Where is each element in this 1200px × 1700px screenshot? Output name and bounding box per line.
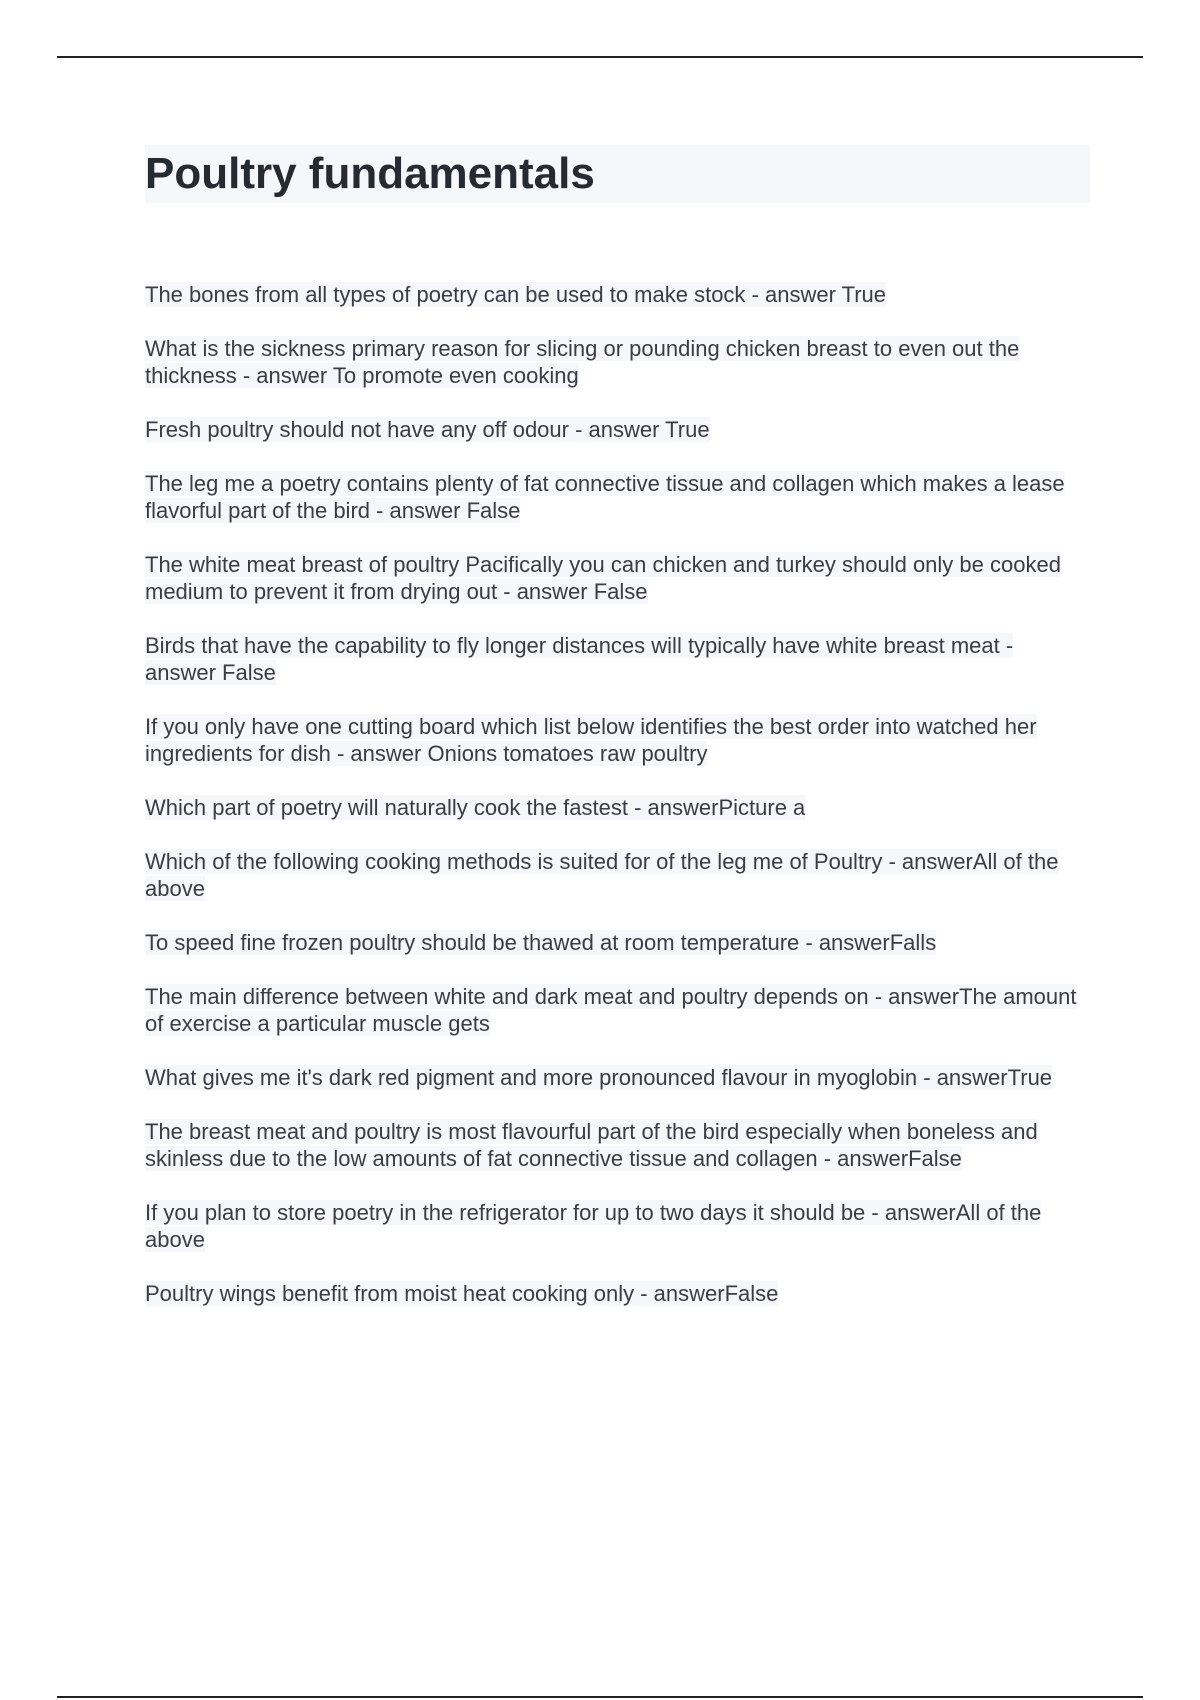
page-title: Poultry fundamentals [145, 145, 1090, 203]
question-item [145, 632, 1090, 686]
question-text: The bones from all types of poetry can be used to make stock - answer True [145, 282, 887, 307]
question-text: What gives me it's dark red pigment and more pronounced flavour in myoglobin - answerTrue [145, 1065, 1053, 1090]
question-text: Poultry wings benefit from moist heat cooking only - answerFalse [145, 1281, 779, 1306]
document-body [145, 145, 1090, 1334]
question-item [145, 1280, 1090, 1307]
question-item [145, 713, 1090, 767]
top-divider [57, 56, 1143, 58]
question-text: Fresh poultry should not have any off odour - answer True [145, 417, 710, 442]
question-item [145, 416, 1090, 443]
question-item [145, 335, 1090, 389]
question-item [145, 1199, 1090, 1253]
question-item [145, 281, 1090, 308]
question-text: To speed fine frozen poultry should be thawed at room temperature - answerFalls [145, 930, 937, 955]
question-item [145, 929, 1090, 956]
question-item [145, 470, 1090, 524]
question-list [145, 281, 1090, 1307]
question-text: The breast meat and poultry is most flavourful part of the bird especially when boneless and skinless due to the low amounts of fat connective tissue and collagen - answerFalse [145, 1119, 1038, 1171]
question-text: If you plan to store poetry in the refrigerator for up to two days it should be - answerAll of the above [145, 1200, 1042, 1252]
question-item [145, 983, 1090, 1037]
question-item [145, 551, 1090, 605]
question-text: Birds that have the capability to fly longer distances will typically have white breast meat - answer False [145, 633, 1014, 685]
question-item [145, 848, 1090, 902]
question-text: The main difference between white and dark meat and poultry depends on - answerThe amount of exercise a particular muscle gets [145, 984, 1077, 1036]
question-item [145, 794, 1090, 821]
question-text: The white meat breast of poultry Pacifically you can chicken and turkey should only be cooked medium to prevent it from drying out - answer False [145, 552, 1061, 604]
question-text: Which part of poetry will naturally cook the fastest - answerPicture a [145, 795, 806, 820]
bottom-divider [57, 1696, 1143, 1698]
question-item [145, 1118, 1090, 1172]
question-text: Which of the following cooking methods is suited for of the leg me of Poultry - answerAll of the above [145, 849, 1059, 901]
question-text: The leg me a poetry contains plenty of fat connective tissue and collagen which makes a lease flavorful part of the bird - answer False [145, 471, 1065, 523]
question-item [145, 1064, 1090, 1091]
question-text: If you only have one cutting board which list below identifies the best order into watched her ingredients for dish - answer Onions tomatoes raw poultry [145, 714, 1037, 766]
question-text: What is the sickness primary reason for slicing or pounding chicken breast to even out the thickness - answer To promote even cooking [145, 336, 1020, 388]
